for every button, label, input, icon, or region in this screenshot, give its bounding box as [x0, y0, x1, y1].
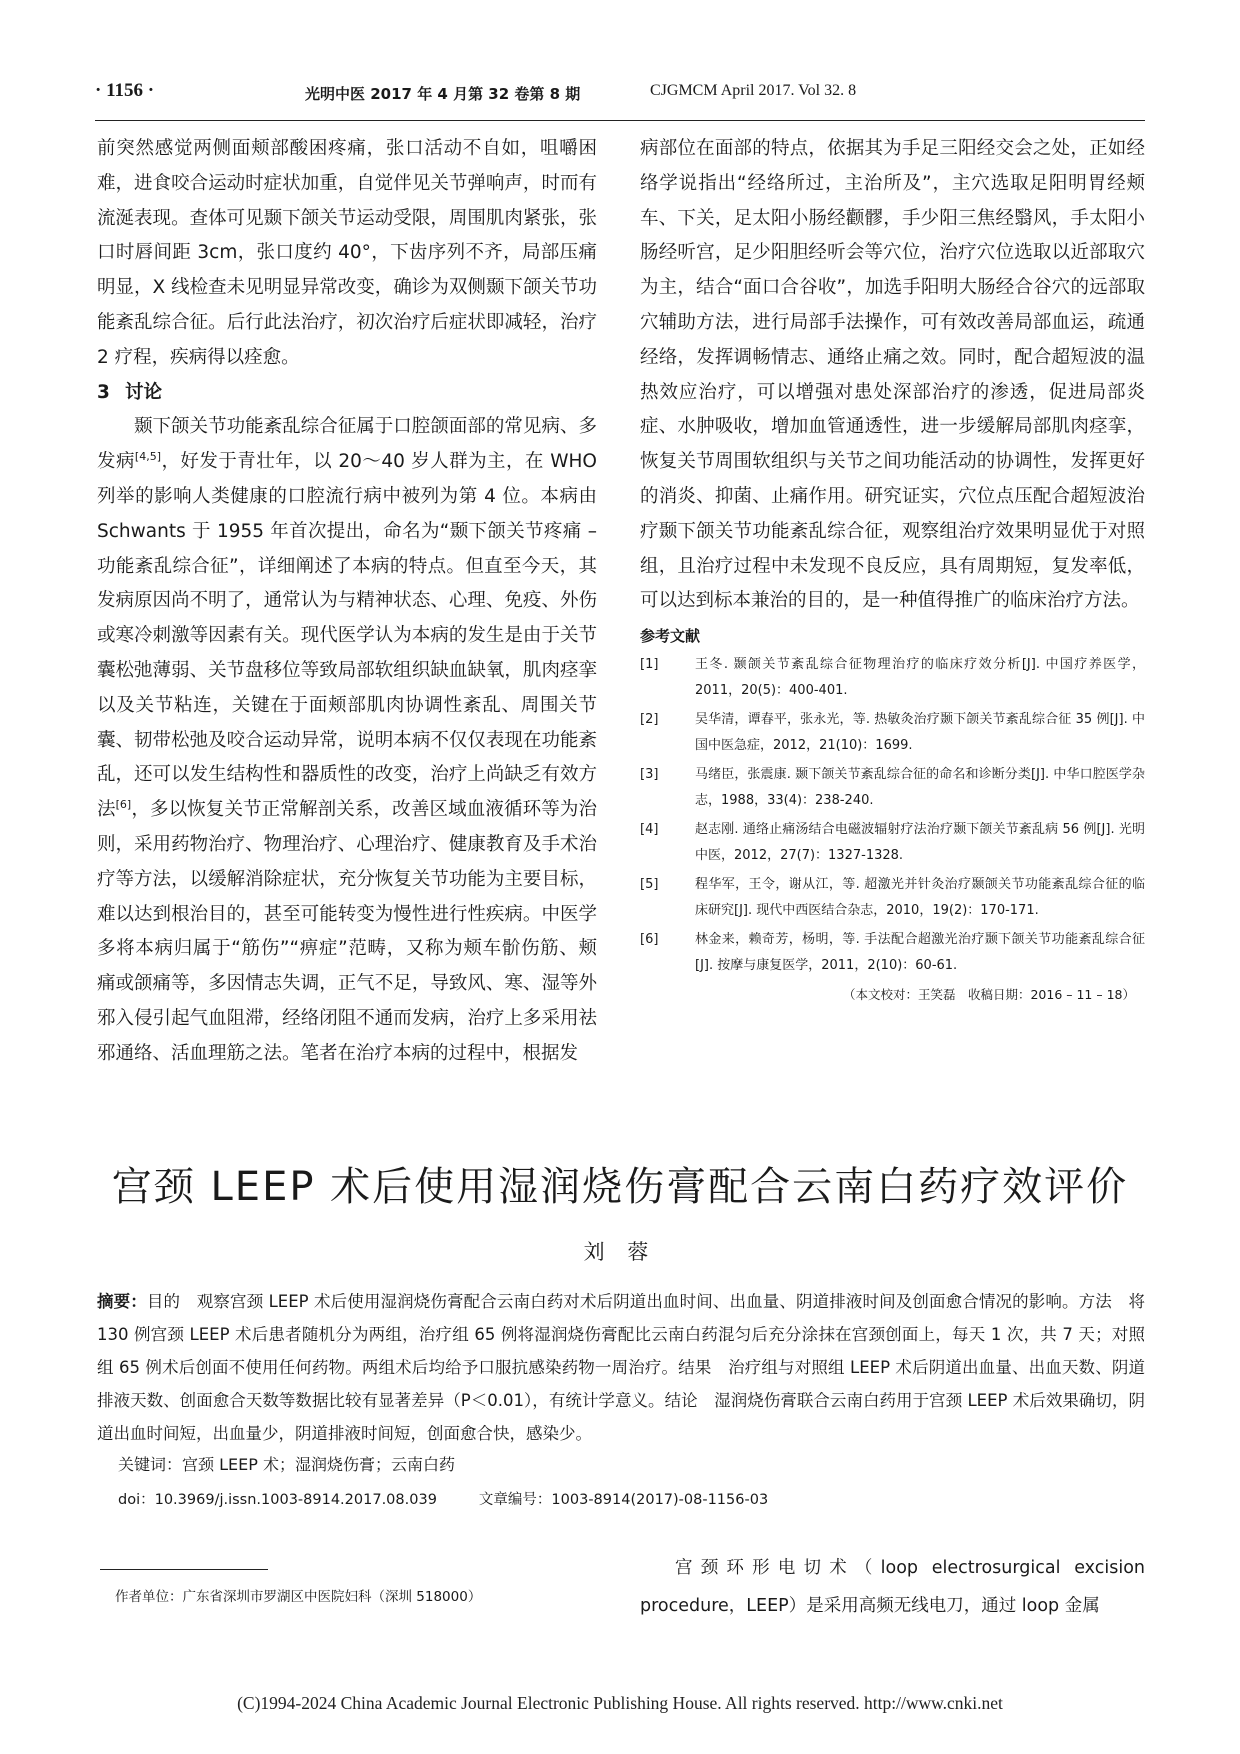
discussion-text-b: ，好发于青壮年，以 20～40 岁人群为主，在 WHO 列举的影响人类健康的口腔流行病中被列为第 4 位。本病由 Schwants 于 1955 年首次提出，命名为“颞下颌关节疼痛 – 功能紊乱综合征”，详细阐述了本病的特点。但直至今天，其发病原因尚不明了，通常认为与精神状态、心理、免疫、外伤或寒冷刺激等因素有关。现代医学认为本病的发生是由于关节囊松弛薄弱、关节盘移位等致局部软组织缺血缺氧，肌肉痉挛以及关节粘连，关键在于面颊部肌肉协调性紊乱、周围关节囊、韧带松弛及咬合运动异常，说明本病不仅仅表现在功能紊乱，还可以发生结构性和器质性的改变，治疗上尚缺乏有效方法 [97, 451, 597, 821]
running-header [95, 80, 1145, 121]
page-number: · 1156 · [95, 80, 155, 101]
reference-text: 林金来，赖奇芳，杨明，等. 手法配合超激光治疗颞下颌关节功能紊乱综合征[J]. 按摩与康复医学，2011，2(10)：60-61. [695, 932, 1145, 974]
reference-item [640, 707, 1145, 759]
author-affiliation: 作者单位：广东省深圳市罗湖区中医院妇科（深圳 518000） [115, 1589, 482, 1605]
left-column [97, 132, 597, 1072]
section-title: 讨论 [125, 381, 163, 403]
reference-text: 马绪臣，张震康. 颞下颌关节紊乱综合征的命名和诊断分类[J]. 中华口腔医学杂志，1988，33(4)：238-240. [695, 767, 1145, 809]
discussion-paragraph [97, 410, 597, 1071]
reference-number: [3] [640, 767, 659, 783]
reference-item [640, 872, 1145, 924]
article-title: 宫颈 LEEP 术后使用湿润烧伤膏配合云南白药疗效评价 [111, 1164, 1129, 1210]
reference-number: [4] [640, 822, 659, 838]
reference-text: 程华军，王令，谢从江，等. 超激光并针灸治疗颞颌关节功能紊乱综合征的临床研究[J]. 现代中西医结合杂志，2010，19(2)：170-171. [695, 877, 1145, 919]
reference-number: [6] [640, 932, 659, 948]
doi-text: doi：10.3969/j.issn.1003-8914.2017.08.039 [118, 1492, 437, 1508]
footnote-divider [100, 1569, 268, 1570]
citation-6: [6] [115, 797, 132, 811]
abstract-text: 目的 观察宫颈 LEEP 术后使用湿润烧伤膏配合云南白药对术后阴道出血时间、出血量、阴道排液时间及创面愈合情况的影响。方法 将 130 例宫颈 LEEP 术后患者随机分为两组，治疗组 65 例将湿润烧伤膏配比云南白药混匀后充分涂抹在宫颈创面上，每天 1 次，共 7 天；对照组 65 例术后创面不使用任何药物。两组术后均给予口服抗感染药物一周治疗。结果 治疗组与对照组 LEEP 术后阴道出血量、出血天数、阴道排液天数、创面愈合天数等数据比较有显著差异（P＜0.01），有统计学意义。结论 湿润烧伤膏联合云南白药用于宫颈 LEEP 术后效果确切，阴道出血时间短，出血量少，阴道排液时间短，创面愈合快，感染少。 [97, 1292, 1146, 1443]
keywords-label: 关键词： [118, 1455, 183, 1474]
abstract [97, 1285, 1145, 1450]
doi-line [118, 1485, 768, 1515]
reference-number: [5] [640, 877, 659, 893]
reference-item [640, 652, 1145, 704]
abstract-label: 摘要： [97, 1292, 147, 1311]
citation-4-5: [4,5] [134, 450, 161, 464]
discussion-text-c: ，多以恢复关节正常解剖关系，改善区域血液循环等为治则，采用药物治疗、物理治疗、心理治疗、健康教育及手术治疗等方法，以缓解消除症状，充分恢复关节功能为主要目标，难以达到根治目的，甚至可能转变为慢性进行性疾病。中医学多将本病归属于“筋伤”“痹症”范畴，又称为颊车骱伤筋、颊痛或颌痛等，多因情志失调，正气不足，导致风、寒、湿等外邪入侵引起气血阻滞，经络闭阻不通而发病，治疗上多采用祛邪通络、活血理筋之法。笔者在治疗本病的过程中，根据发 [97, 799, 597, 1064]
copyright-footer: (C)1994-2024 China Academic Journal Electronic Publishing House. All rights reserved. http://www.cnki.net [237, 1693, 1003, 1713]
reference-text: 赵志刚. 通络止痛汤结合电磁波辐射疗法治疗颞下颌关节紊乱病 56 例[J]. 光明中医，2012，27(7)：1327-1328. [695, 822, 1145, 864]
keywords-line [118, 1450, 455, 1480]
journal-name-cn: 光明中医 2017 年 4 月第 32 卷第 8 期 [305, 85, 581, 103]
reference-number: [2] [640, 712, 659, 728]
discussion-text-a: 颞下颌关节功能紊乱综合征属于口腔颌面部的常见病、多发病 [97, 416, 597, 473]
section-number: 3 [97, 381, 110, 403]
reference-number: [1] [640, 657, 659, 673]
article-author: 刘 蓉 [583, 1240, 657, 1264]
reference-text: 王冬. 颞颌关节紊乱综合征物理治疗的临床疗效分析[J]. 中国疗养医学，2011，20(5)：400-401. [695, 657, 1145, 699]
discussion-continued: 病部位在面部的特点，依据其为手足三阳经交会之处，正如经络学说指出“经络所过，主治所及”，主穴选取足阳明胃经颊车、下关，足太阳小肠经颧髎，手少阳三焦经翳风，手太阳小肠经听宫，足少阳胆经听会等穴位，治疗穴位选取以近部取穴为主，结合“面口合谷收”，加选手阳明大肠经合谷穴的远部取穴辅助方法，进行局部手法操作，可有效改善局部血运，疏通经络，发挥调畅情志、通络止痛之效。同时，配合超短波的温热效应治疗，可以增强对患处深部治疗的渗透，促进局部炎症、水肿吸收，增加血管通透性，进一步缓解局部肌肉痉挛，恢复关节周围软组织与关节之间功能活动的协调性，发挥更好的消炎、抑菌、止痛作用。研究证实，穴位点压配合超短波治疗颞下颌关节功能紊乱综合征，观察组治疗效果明显优于对照组，且治疗过程中未发现不良反应，具有周期短，复发率低，可以达到标本兼治的目的，是一种值得推广的临床治疗方法。 [640, 138, 1145, 612]
intro-paragraph: 宫颈环形电切术（loop electrosurgical excision procedure，LEEP）是采用高频无线电刀，通过 loop 金属 [640, 1558, 1145, 1616]
reference-text: 吴华清，谭春平，张永光，等. 热敏灸治疗颞下颌关节紊乱综合征 35 例[J]. 中国中医急症，2012，21(10)：1699. [695, 712, 1145, 754]
right-column [640, 132, 1145, 1008]
case-paragraph: 前突然感觉两侧面颊部酸困疼痛，张口活动不自如，咀嚼困难，进食咬合运动时症状加重，自觉伴见关节弹响声，时而有流涎表现。查体可见颞下颌关节运动受限，周围肌肉紧张，张口时唇间距 3cm，张口度约 40°，下齿序列不齐，局部压痛明显，X 线检查未见明显异常改变，确诊为双侧颞下颌关节功能紊乱综合征。后行此法治疗，初次治疗后症状即减轻，治疗 2 疗程，疾病得以痊愈。 [97, 138, 597, 368]
journal-name-en: CJGMCM April 2017. Vol 32. 8 [650, 82, 857, 99]
keywords-text: 宫颈 LEEP 术；湿润烧伤膏；云南白药 [182, 1455, 455, 1474]
reference-item [640, 817, 1145, 869]
proofreading-note: （本文校对：王笑磊 收稿日期：2016 – 11 – 18） [842, 987, 1135, 1003]
reference-item [640, 762, 1145, 814]
section-heading-discussion [97, 376, 597, 411]
article-number: 文章编号：1003-8914(2017)-08-1156-03 [478, 1492, 769, 1508]
references-heading: 参考文献 [640, 627, 701, 646]
reference-item [640, 927, 1145, 979]
